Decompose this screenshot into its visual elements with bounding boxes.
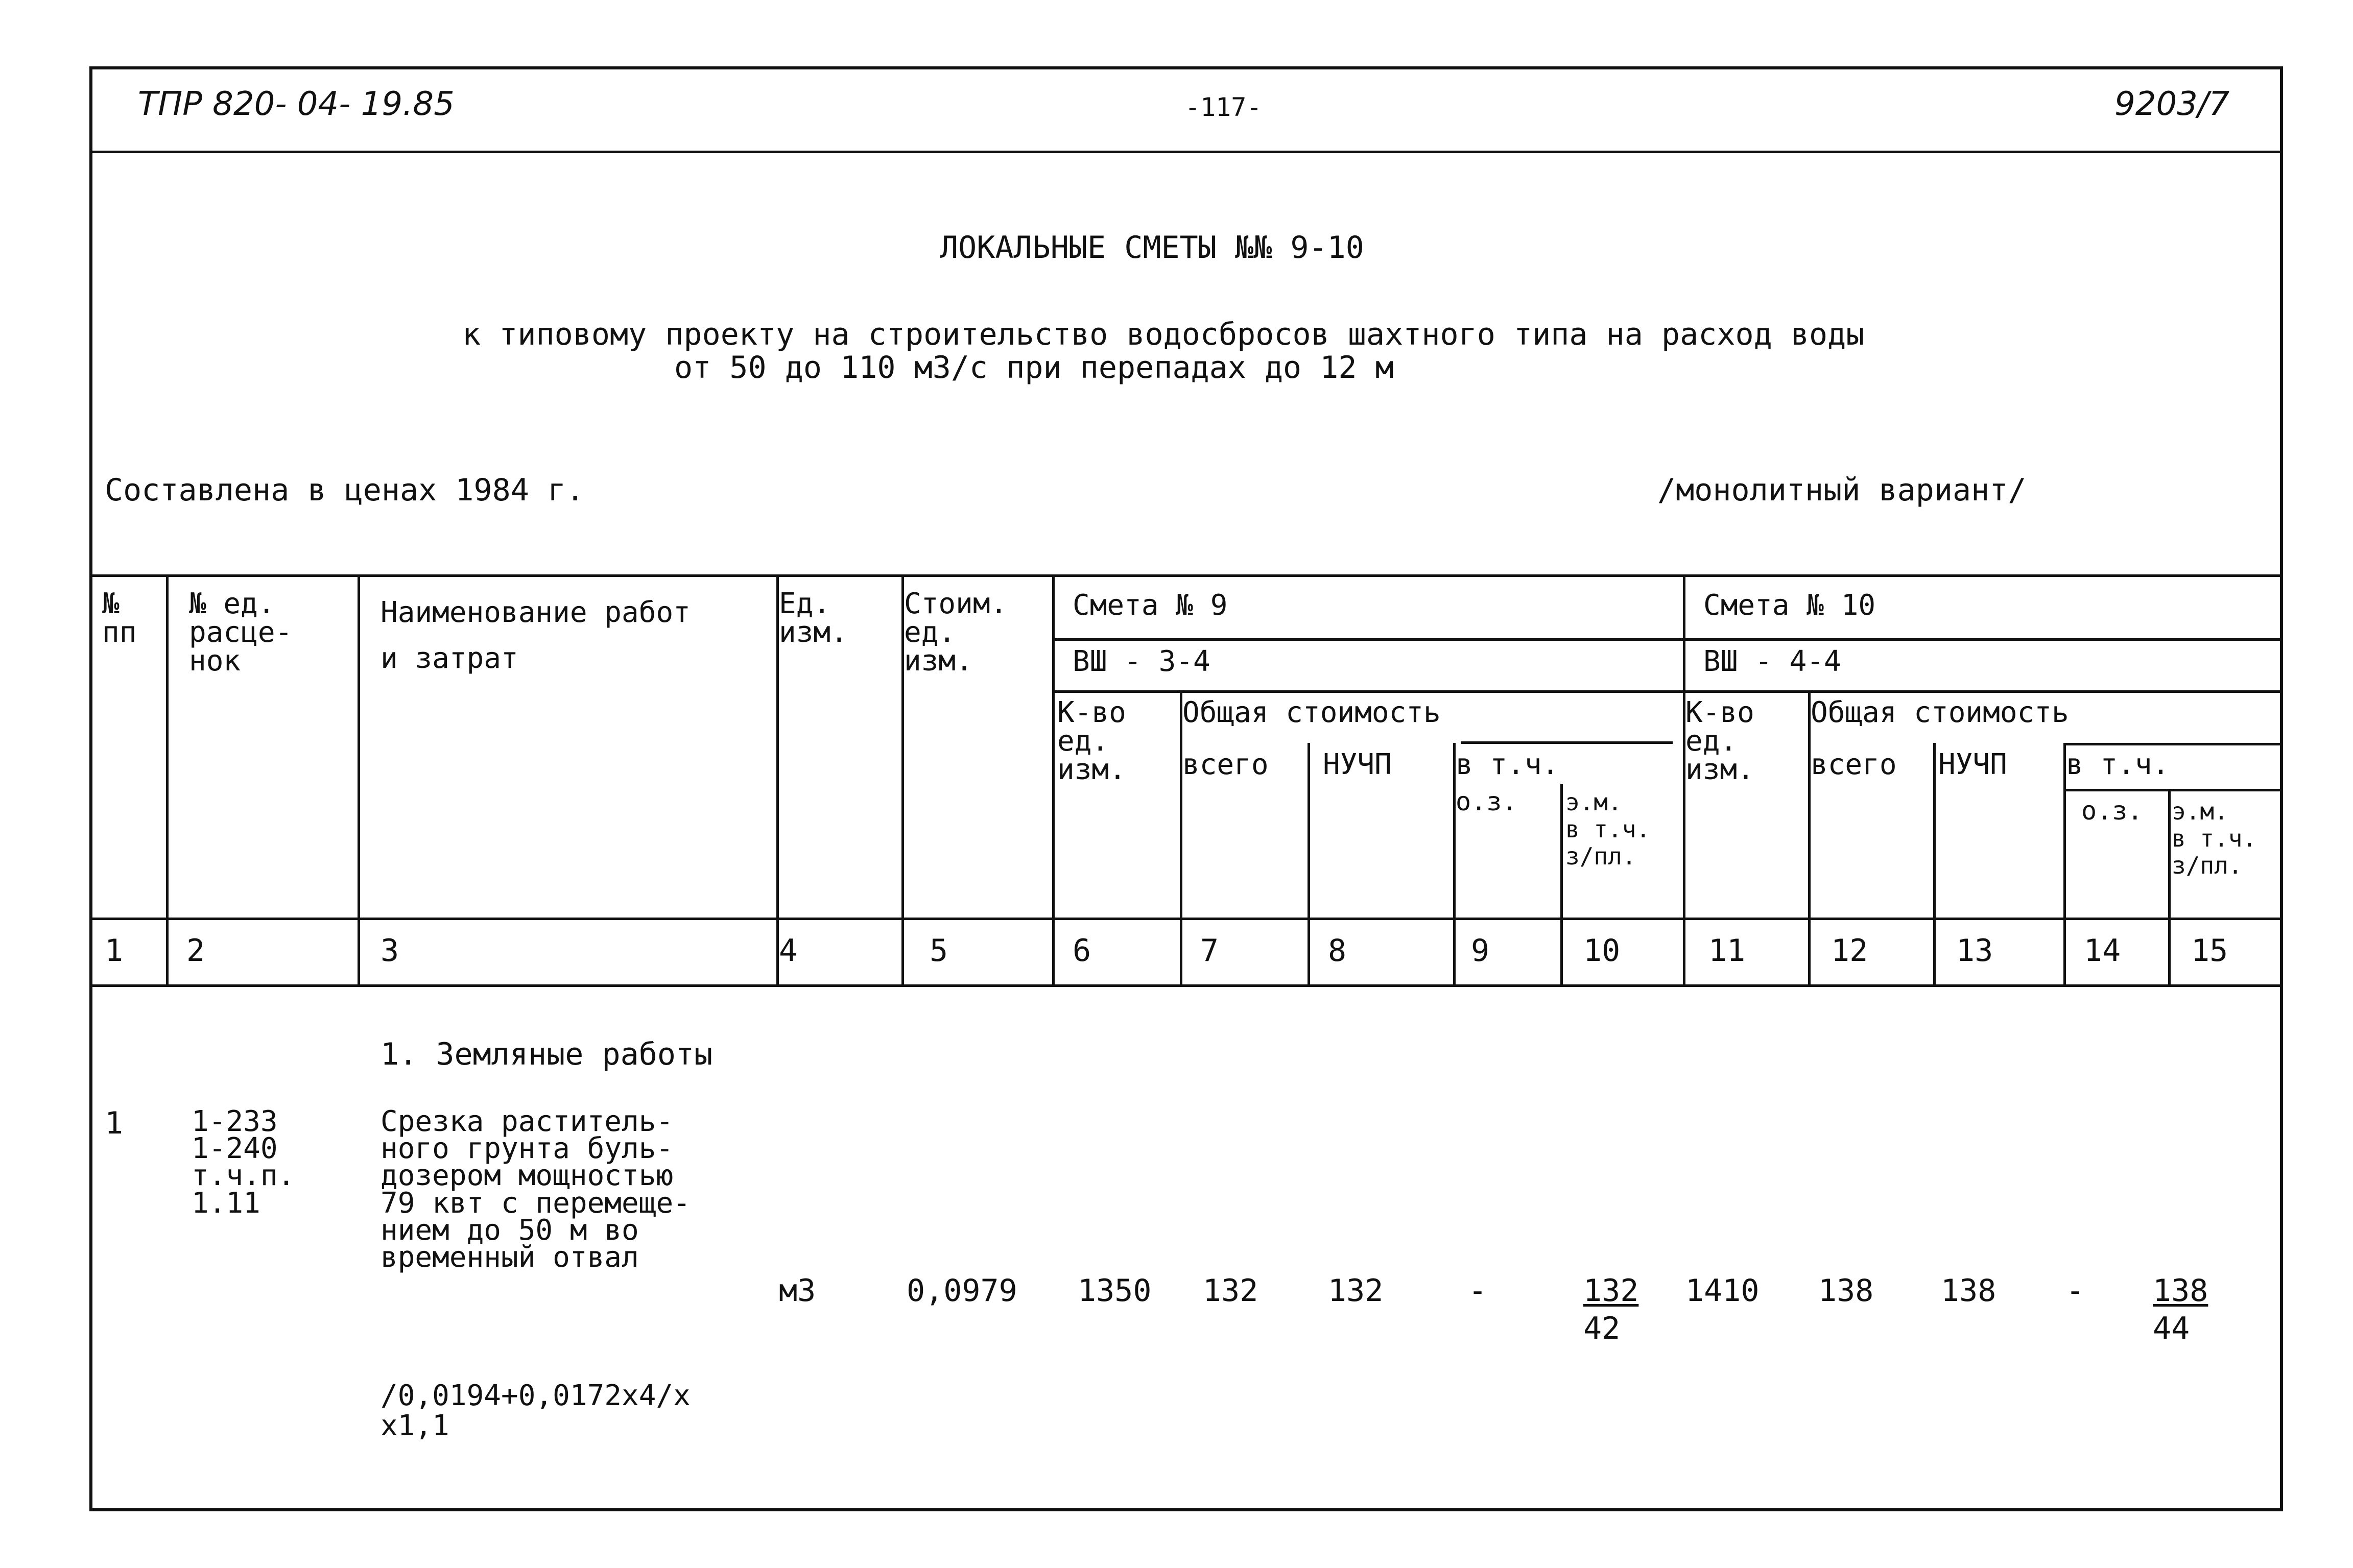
header-estimate-10: Смета № 10: [1703, 589, 1876, 622]
header-total-cost-9: Общая стоимость: [1182, 696, 1441, 729]
header-rate: № ед. расце- нок: [189, 587, 293, 678]
row-em-9-bottom: 42: [1583, 1311, 1621, 1346]
row-cost: 0,0979: [907, 1273, 1017, 1309]
row-name: Срезка раститель- ного грунта буль- дозером мощностью 79 квт с перемеще- нием до 50 м во временный отвал: [381, 1105, 691, 1274]
col-number: 5: [930, 933, 948, 969]
col-number: 11: [1708, 933, 1746, 969]
header-unit: Ед. изм.: [779, 587, 848, 649]
header-estimate-10-sub: ВШ - 4-4: [1703, 645, 1841, 678]
header-nuchp-9: НУЧП: [1323, 748, 1392, 781]
col-number: 14: [2084, 933, 2121, 969]
doc-code: ТПР 820- 04- 19.85: [138, 85, 455, 123]
col-number: 12: [1831, 933, 1868, 969]
header-cost: Стоим. ед. изм.: [904, 587, 1008, 678]
row-em-10-top: 138: [2153, 1273, 2208, 1309]
col-number: 9: [1471, 933, 1490, 969]
col-number: 15: [2191, 933, 2228, 969]
header-num: № пп: [102, 587, 137, 649]
header-total-cost-10: Общая стоимость: [1811, 696, 2069, 729]
header-total-9: всего: [1182, 748, 1269, 781]
header-divider: [89, 151, 2283, 153]
variant-note: /монолитный вариант/: [1657, 472, 2027, 508]
col-number: 7: [1200, 933, 1219, 969]
header-em-10: э.м. в т.ч. з/пл.: [2172, 798, 2257, 879]
col-number: 8: [1328, 933, 1347, 969]
header-incl-10: в т.ч.: [2066, 748, 2170, 781]
row-num: 1: [105, 1105, 124, 1141]
col-number: 4: [779, 933, 798, 969]
header-oz-9: о.з.: [1456, 787, 1517, 816]
col-number: 1: [105, 933, 124, 969]
prices-note: Составлена в ценах 1984 г.: [105, 472, 585, 508]
sheet-number: 9203/7: [2114, 85, 2230, 123]
header-incl-9: в т.ч.: [1456, 748, 1559, 781]
header-estimate-9: Смета № 9: [1073, 589, 1228, 622]
row-total-9: 132: [1203, 1273, 1258, 1309]
title-line-1: к типовому проекту на строительство водосбросов шахтного типа на расход воды: [462, 317, 1865, 352]
row-nuchp-10: 138: [1941, 1273, 1997, 1309]
row-unit: м3: [779, 1273, 816, 1309]
header-name: Наименование работ и затрат: [381, 596, 691, 675]
header-total-10: всего: [1811, 748, 1897, 781]
row-nuchp-9: 132: [1328, 1273, 1384, 1309]
page-number: -117-: [1185, 92, 1262, 122]
row-total-10: 138: [1818, 1273, 1874, 1309]
row-oz-9: -: [1468, 1273, 1487, 1309]
row-rate: 1-233 1-240 т.ч.п. 1.11: [192, 1105, 295, 1220]
col-number: 13: [1956, 933, 1993, 969]
row-qty-10: 1410: [1685, 1273, 1760, 1309]
header-qty-9: К-во ед. изм.: [1057, 696, 1126, 786]
row-em-10-bottom: 44: [2153, 1311, 2190, 1346]
col-number: 3: [381, 933, 399, 969]
header-oz-10: о.з.: [2081, 796, 2143, 826]
title-line-2: от 50 до 110 м3/с при перепадах до 12 м: [674, 350, 1394, 385]
header-em-9: э.м. в т.ч. з/пл.: [1565, 788, 1651, 870]
header-estimate-9-sub: ВШ - 3-4: [1073, 645, 1210, 678]
row-em-9-top: 132: [1583, 1273, 1639, 1309]
col-number: 2: [186, 933, 205, 969]
header-nuchp-10: НУЧП: [1938, 748, 2007, 781]
row-oz-10: -: [2066, 1273, 2085, 1309]
row-qty-9: 1350: [1078, 1273, 1152, 1309]
col-number: 10: [1583, 933, 1621, 969]
col-number: 6: [1073, 933, 1091, 969]
section-title: 1. Земляные работы: [381, 1036, 713, 1072]
header-qty-10: К-во ед. изм.: [1685, 696, 1754, 786]
document-title: ЛОКАЛЬНЫЕ СМЕТЫ №№ 9-10: [940, 230, 1364, 266]
row-formula: /0,0194+0,0172x4/x x1,1: [381, 1379, 691, 1442]
